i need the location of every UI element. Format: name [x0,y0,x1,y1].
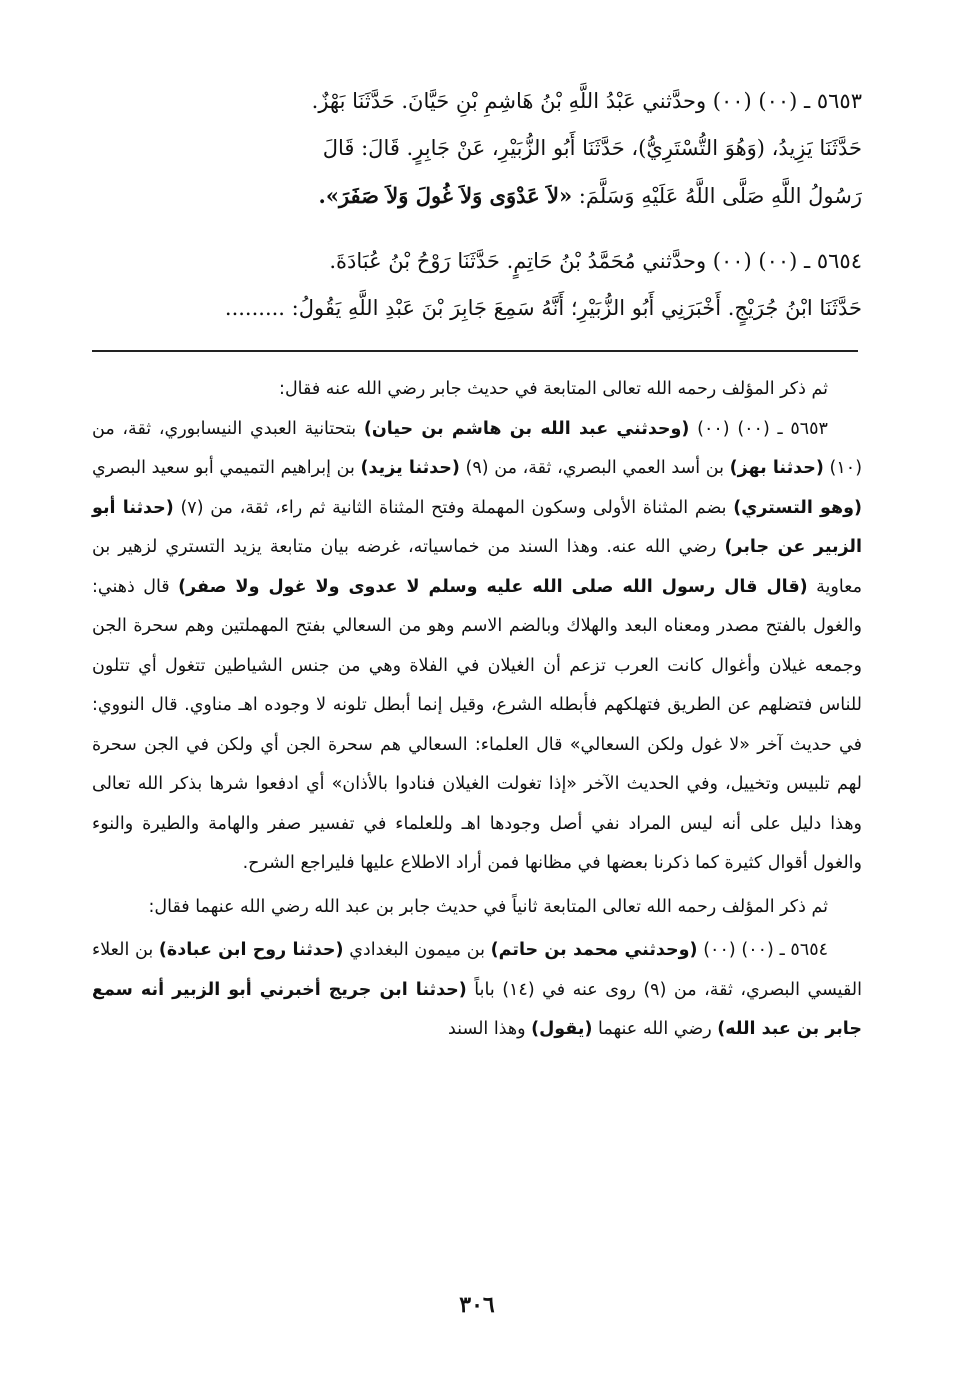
commentary-text: قال ذهني: والغول بالفتح مصدر ومعناه البعد والهلاك وبالضم الاسم وهو من السعالي بفتح المهملتين وهم سحرة الجن وجمعه غيلان وأغوال كانت العرب تزعم أن الغيلان في الفلاة وهي من جنس الشياطين تتغول أي تتلون للناس فتضلهم عن الطريق فتهلكهم فأبطله الشرع، وقيل إنما أبطل تلونه لا وجوده اهـ مناوي. قال النووي: في حديث آخر «لا غول ولكن السعالي» قال العلماء: السعالي هم سحرة الجن أي ولكن في الجن سحرة لهم تلبيس وتخييل، وفي الحديث الآخر «إذا تغولت الغيلان فنادوا بالأذان» أي ادفعوا شرها بذكر الله تعالى وهذا دليل على أنه ليس المراد نفي أصل وجودها اهـ وللعلماء في تفسير صفر والهامة والطيرة والنوء والغول أقوال كثيرة كما ذكرنا بعضها في مظانها فمن أراد الاطلاع عليها فليراجع الشرح. [92,576,862,873]
commentary-text: بتحتانية العبدي النيسابوري، ثقة، من (١٠) [92,418,863,478]
hadith-number: ٥٦٥٣ ـ (٠٠) (٠٠) [689,418,828,439]
commentary-text: رضي الله عنهما [592,1019,718,1039]
bold-quote: (حدثنا روح ابن عبادة) [158,940,344,960]
commentary-text: بن أسد العمي البصري، ثقة، من (٩) [459,458,730,478]
hadith-line [92,172,862,220]
hadith-matn-bold: «لاَ عَدْوَى وَلاَ غُولَ وَلاَ صَفَرَ». [318,183,573,208]
hadith-line: حَدَّثَنَا يَزِيدُ، (وَهُوَ التُّسْتَرِيُّ)، حَدَّثَنَا أَبُو الزُّبَيْرِ، عَنْ جَابِرٍ. قَالَ: قَالَ [322,136,862,160]
hadith-line: حَدَّثَنَا ابْنُ جُرَيْجٍ. أَخْبَرَنِي أَبُو الزُّبَيْرِ؛ أَنَّهُ سَمِعَ جَابِرَ بْنَ عَبْدِ اللَّهِ يَقُولُ: ......... [224,296,862,320]
bold-quote: (حدثنا أبو الزبير عن جابر) [92,497,862,557]
commentary-text: بن العلاء القيسي البصري، ثقة، من (٩) روى عنه في (١٤) باباً [92,940,863,1000]
bold-quote: (حدثنا ابن جريج أخبرني أبو الزبير أنه سمع جابر بن عبد الله) [92,979,862,1039]
commentary-section [92,370,862,1050]
bold-quote: (حدثنا يزيد) [360,458,460,478]
commentary-5654 [92,931,862,1050]
separator-rule [92,350,858,352]
bold-quote: (وهو التستري) [733,497,863,518]
commentary-intro: ثم ذكر المؤلف رحمه الله تعالى المتابعة في حديث جابر رضي الله عنه فقال: [279,379,828,399]
commentary-text: رضي الله عنه. وهذا السند من خماسياته، غرضه بيان متابعة يزيد التستري لزهير بن معاوية [92,537,862,597]
page-number: ٣٠٦ [459,1292,495,1318]
hadith-5654-text [92,238,862,332]
bold-quote: (وحدثني عبد الله بن هاشم بن حيان) [363,418,690,439]
hadith-5653-text [92,78,862,220]
commentary-text: بن ميمون البغدادي [343,940,491,960]
hadith-line: ٥٦٥٤ ـ (٠٠) (٠٠) وحدَّثني مُحَمَّدُ بْنُ حَاتِمٍ. حَدَّثَنَا رَوْحُ بْنُ عُبَادَةَ. [329,249,862,273]
commentary-text: وهذا السند [448,1019,532,1039]
commentary-text: بضم المثناة الأولى وسكون المهملة وفتح المثناة الثانية ثم راء، ثقة، من (٧) [173,497,734,518]
commentary-intro: ثم ذكر المؤلف رحمه الله تعالى المتابعة ثانياً في حديث جابر بن عبد الله رضي الله عنهما فقال: [148,896,828,917]
commentary-text: بن إبراهيم التميمي أبو سعيد البصري [92,458,361,478]
hadith-line: ٥٦٥٣ ـ (٠٠) (٠٠) وحدَّثني عَبْدُ اللَّهِ بْنُ هَاشِمِ بْنِ حَيَّانَ. حَدَّثَنَا بَهْزٌ. [311,89,862,113]
bold-quote: (حدثنا بهز) [729,458,824,478]
bold-quote: (وحدثني محمد بن حاتم) [490,940,698,960]
hadith-number: ٥٦٥٤ ـ (٠٠) (٠٠) [697,940,829,960]
bold-quote: (يقول) [531,1019,593,1039]
commentary-5653 [92,410,862,884]
hadith-line-plain: رَسُولُ اللَّهِ صَلَّى اللَّهُ عَلَيْهِ وَسَلَّمَ: [572,184,862,208]
bold-quote: (قال قال رسول الله صلى الله عليه وسلم لا عدوى ولا غول ولا صفر) [178,576,808,597]
